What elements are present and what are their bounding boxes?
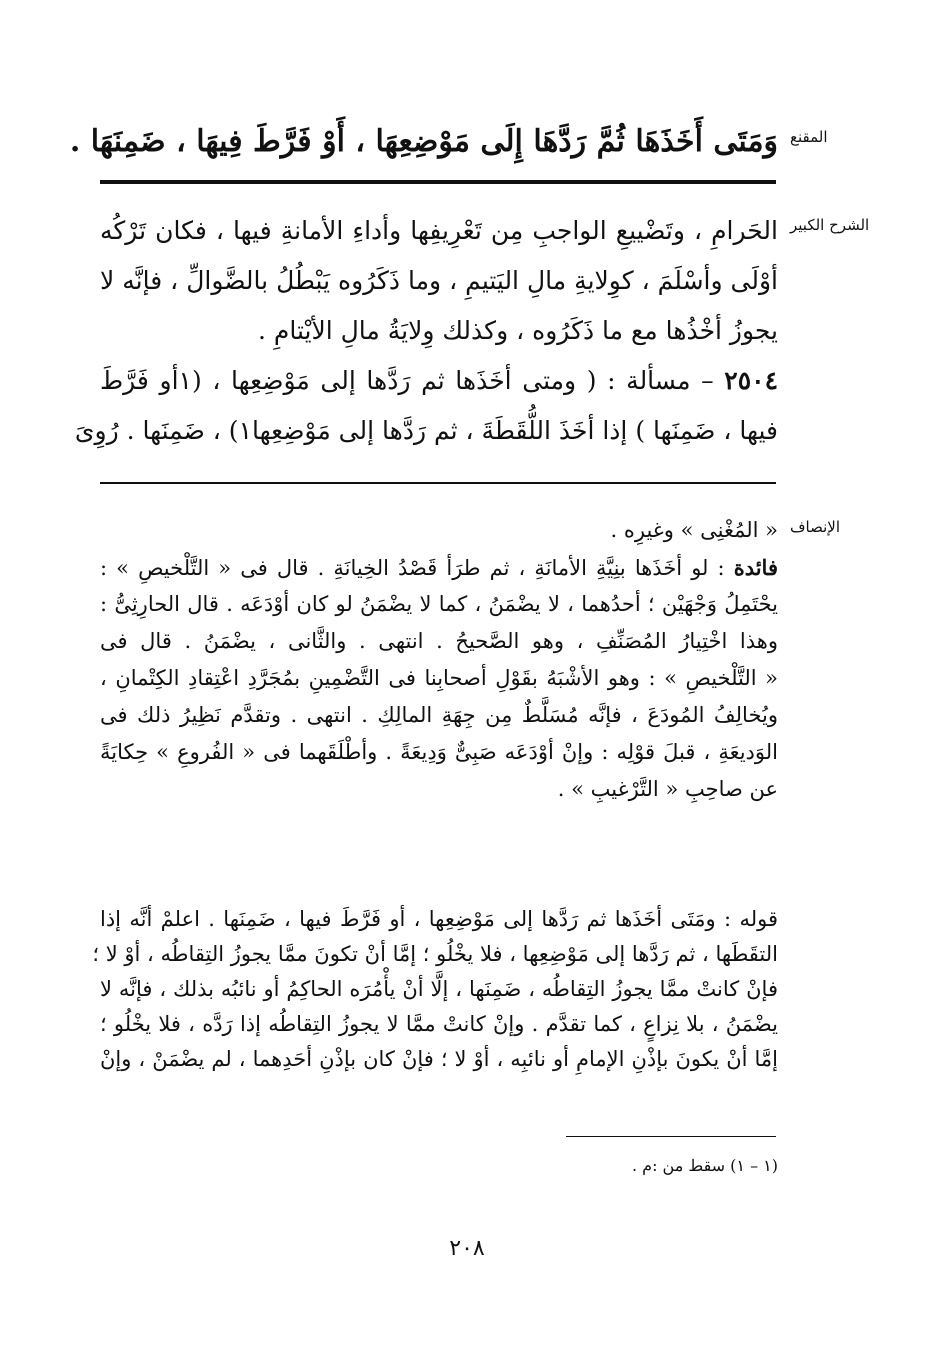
fa-ida-label: فائدة (733, 555, 778, 580)
page-number: ٢٠٨ (449, 1236, 485, 1261)
insaf-label: الإنصاف (790, 518, 841, 536)
muqni-line: وَمَتَى أَخَذَهَا ثُمَّ رَدَّهَا إِلَى مَوْضِعِهَا ، أَوْ فَرَّطَ فِيهَا ، ضَمِنَهَا . (69, 124, 778, 159)
insaf-line: « التَّلْخيصِ » : وهو الأشْبَهُ بقَوْلِ أصحابِنا فى التَّضْمِينِ بمُجَرَّدِ اعْتِقادِ الكِتْمانِ ، (100, 666, 778, 690)
insaf-commentary-line: إمَّا أنْ يكونَ بإذْنِ الإمامِ أو نائبِه ، أوْ لا ؛ فإنْ كان بإذْنِ أحَدِهما ، لم يضْمَنْ ، وإنْ (100, 1047, 778, 1071)
insaf-line: عن صاحِبِ « التَّرْغيبِ » . (557, 777, 778, 801)
sharh-divider (100, 482, 776, 484)
muqni-divider (100, 180, 776, 184)
muqni-text (69, 118, 778, 166)
insaf-commentary-line: قوله : ومَتَى أخَذَها ثم رَدَّها إلى مَوْضِعِها ، أو فَرَّطَ فيها ، ضَمِنَها . اعلمْ أنَّه إذا (100, 907, 778, 931)
sharh-line: يجوزُ أخْذُها مع ما ذَكَرُوه ، وكذلك وِلايَةُ مالِ الأيْتامِ . (257, 316, 778, 345)
insaf-commentary-line: فإنْ كانتْ ممَّا يجوزُ التِقاطُه ، ضَمِنَها ، إلَّا أنْ يأْمُرَه الحاكِمُ أو نائبُه بذلك ، فإنَّه لا (100, 977, 778, 1001)
fa-ida-text: : لو أخَذَها بنِيَّةِ الأمانَةِ ، ثم طرَأ قَصْدُ الخِيانَةِ . قال فى « التَّلْخيصِ » : (100, 556, 734, 580)
insaf-line: ويُخالِفُ المُودَعَ ، فإنَّه مُسَلَّطٌ مِن جِهَةِ المالِكِ . انتهى . وتقدَّم نَظِيرُ ذلك فى (100, 703, 778, 727)
insaf-line: « المُغْنِى » وغيرِه . (610, 518, 778, 542)
insaf-line: الوَديعَةِ ، قبلَ قوْلِه : وإنْ أوْدَعَه صَبِىٌّ وَدِيعَةً . وأطْلَقَهما فى « الفُروعِ » حِكايَةً (100, 740, 778, 764)
sharh-text (74, 206, 778, 456)
muqni-label: المقنع (790, 128, 828, 146)
insaf-line (100, 549, 778, 586)
insaf-text (100, 512, 778, 808)
insaf-commentary-line: يضْمَنُ ، بلا نِزاعٍ ، كما تقدَّم . وإنْ كانتْ ممَّا لا يجوزُ التِقاطُه إذا رَدَّه ، فلا يخْلُو ؛ (100, 1012, 778, 1036)
insaf-line: يحْتَمِلُ وَجْهَيْن ؛ أحدُهما ، لا يضْمَنُ ، كما لا يضْمَنُ لو كان أوْدَعَه . قال الحارِثِىُّ : (100, 592, 778, 616)
footnote: (١ – ١) سقط من :م . (631, 1156, 778, 1175)
sharh-line: أوْلَى وأسْلَمَ ، كوِلايةِ مالِ اليَتيمِ ، وما ذَكَرُوه يَبْطُلُ بالضَّوالِّ ، فإنَّه لا (100, 266, 778, 295)
insaf-commentary-line: التقَطَها ، ثم رَدَّها إلى مَوْضِعِها ، فلا يخْلُو ؛ إمَّا أنْ تكونَ ممَّا يجوزُ التِقاطُه ، أوْ لا ؛ (92, 942, 778, 966)
masala-line (100, 356, 778, 406)
masala-text: – مسألة : ( ومتى أخَذَها ثم رَدَّها إلى مَوْضِعِها ، (١أو فَرَّطَ (100, 366, 714, 395)
masala-number: ٢٥٠٤ (724, 366, 778, 395)
sharh-line: الحَرامِ ، وتَضْييعِ الواجبِ مِن تَعْرِيفِها وأداءِ الأمانةِ فيها ، فكان تَرْكُه (100, 216, 778, 245)
masala-line: فيها ، ضَمِنَها ) إذا أخَذَ اللُّقَطَةَ ، ثم رَدَّها إلى مَوْضِعِها١) ، ضَمِنَها . رُوِىَ (74, 416, 778, 445)
sharh-label: الشرح الكبير (790, 216, 870, 234)
footnote-divider (566, 1136, 776, 1137)
insaf-line: وهذا اخْتِيارُ المُصَنِّفِ ، وهو الصَّحيحُ . انتهى . والثَّانى ، يضْمَنُ . قال فى (100, 629, 778, 653)
insaf-commentary (92, 902, 778, 1077)
